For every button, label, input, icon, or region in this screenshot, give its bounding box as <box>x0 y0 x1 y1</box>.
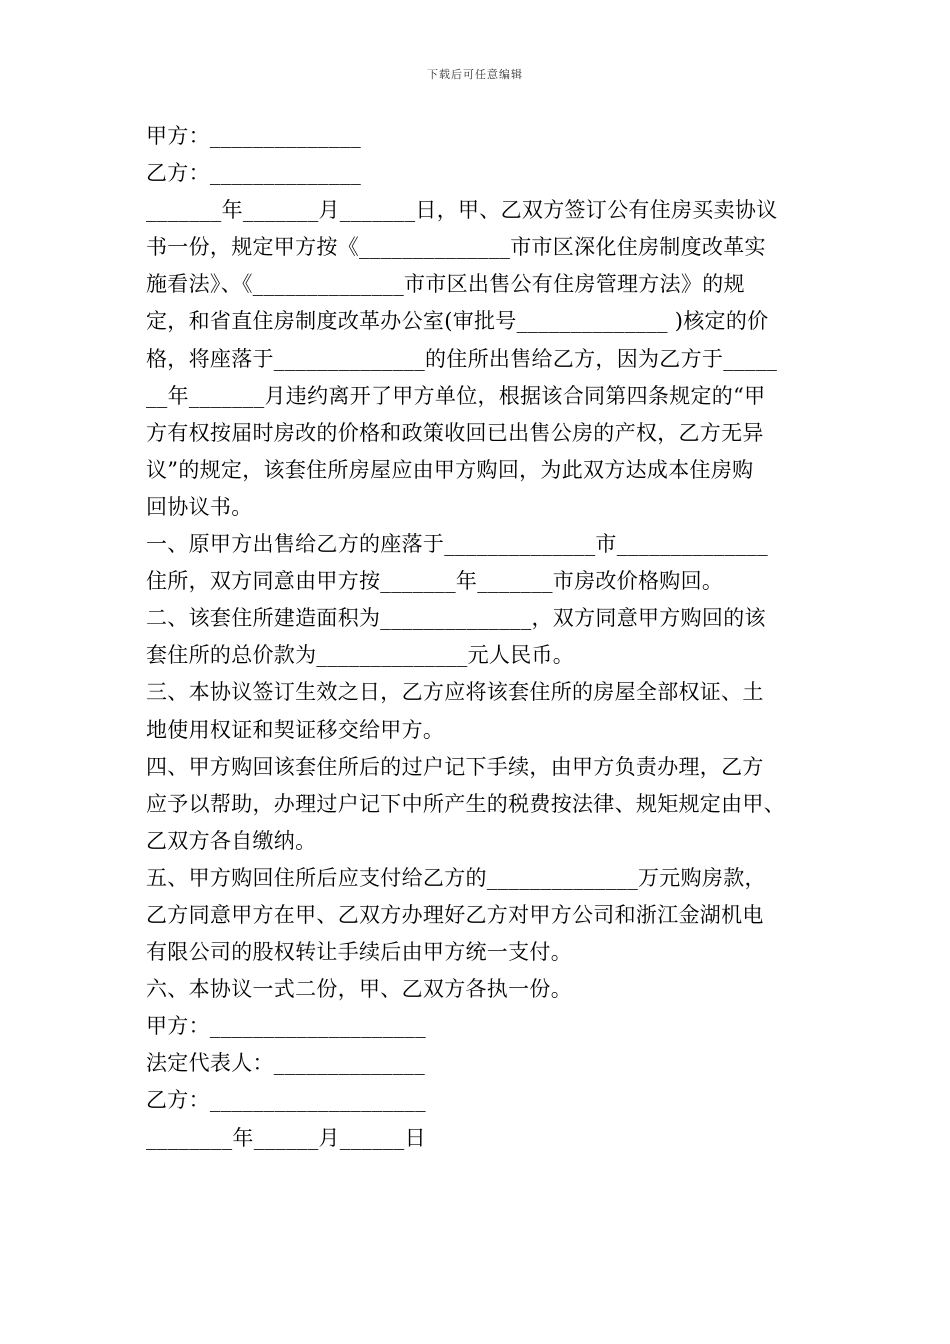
signature-legal-rep: 法定代表人：______________ <box>146 1051 425 1076</box>
clause-1-line-1: 一、原甲方出售给乙方的座落于______________市______________ <box>146 532 768 557</box>
clause-5-line-2: 乙方同意甲方在甲、乙双方办理好乙方对甲方公司和浙江金湖机电 <box>146 902 764 927</box>
preamble-line-6: __年_______月违约离开了甲方单位，根据该合同第四条规定的“甲 <box>146 383 766 408</box>
preamble-line-7: 方有权按届时房改的价格和政策收回已出售公房的产权，乙方无异 <box>146 420 764 445</box>
clause-4-line-3: 乙双方各自缴纳。 <box>146 828 317 853</box>
clause-2-line-2: 套住所的总价款为______________元人民币。 <box>146 643 575 668</box>
preamble-line-8: 议”的规定，该套住所房屋应由甲方购回，为此双方达成本住房购 <box>146 457 754 482</box>
header-note: 下载后可任意编辑 <box>427 68 523 81</box>
preamble-line-4: 定，和省直住房制度改革办公室(审批号______________ )核定的价 <box>146 309 769 334</box>
signature-party-b: 乙方：____________________ <box>146 1088 426 1113</box>
preamble-line-9: 回协议书。 <box>146 494 253 519</box>
clause-2-line-1: 二、该套住所建造面积为______________，双方同意甲方购回的该 <box>146 606 766 631</box>
clause-3-line-2: 地使用权证和契证移交给甲方。 <box>146 717 445 742</box>
signature-date: ________年______月______日 <box>146 1125 426 1150</box>
preamble-line-3: 施看法》、《______________市市区出售公有住房管理方法》的规 <box>146 272 745 297</box>
clause-5-line-1: 五、甲方购回住所后应支付给乙方的______________万元购房款， <box>146 865 766 890</box>
clause-3-line-1: 三、本协议签订生效之日，乙方应将该套住所的房屋全部权证、土 <box>146 680 764 705</box>
preamble-line-1: _______年_______月_______日，甲、乙双方签订公有住房买卖协议 <box>146 198 778 223</box>
clause-1-line-2: 住所，双方同意由甲方按_______年_______市房改价格购回。 <box>146 569 724 594</box>
party-a-line: 甲方：______________ <box>146 124 362 148</box>
clause-4-line-2: 应予以帮助，办理过户记下中所产生的税费按法律、规矩规定由甲、 <box>146 791 785 816</box>
contract-body <box>146 118 816 1157</box>
clause-5-line-3: 有限公司的股权转让手续后由甲方统一支付。 <box>146 940 572 965</box>
clause-6-line: 六、本协议一式二份，甲、乙双方各执一份。 <box>146 977 572 1002</box>
clause-4-line-1: 四、甲方购回该套住所后的过户记下手续，由甲方负责办理，乙方 <box>146 754 764 779</box>
preamble-line-5: 格，将座落于______________的住所出售给乙方，因为乙方于_____ <box>146 346 778 371</box>
party-b-line: 乙方：______________ <box>146 161 362 186</box>
signature-party-a: 甲方：____________________ <box>146 1014 426 1039</box>
preamble-line-2: 书一份，规定甲方按《______________市市区深化住房制度改革实 <box>146 235 766 260</box>
